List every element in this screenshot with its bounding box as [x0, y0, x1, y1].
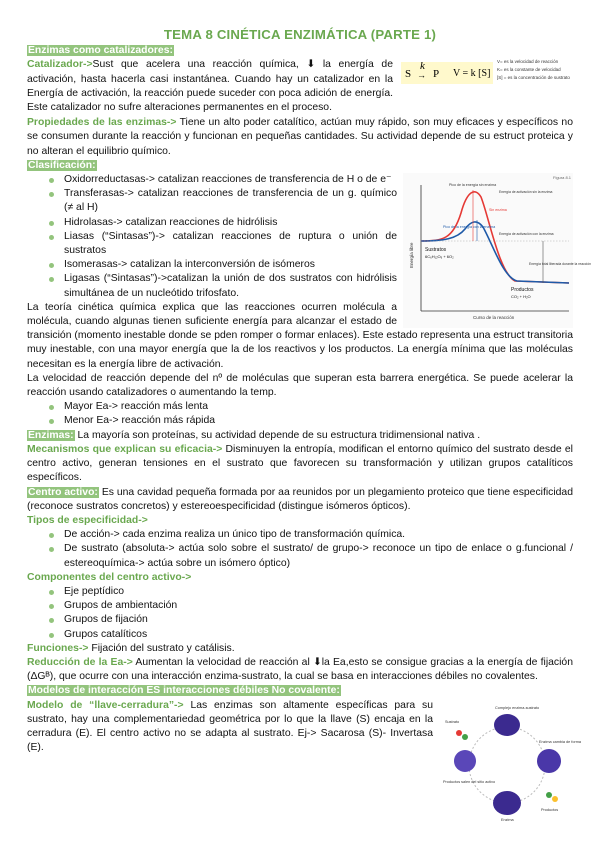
section-heading-modelos: Modelos de interacción ES interacciones débiles No covalente: [28, 685, 340, 697]
chart-x-label: Curso de la reacción [473, 315, 515, 321]
eq-note: V= es la velocidad de reacción [497, 59, 559, 65]
list-item: De acción-> cada enzima realiza un único tipo de transformación química. [27, 528, 573, 542]
product-dot [546, 792, 552, 798]
model-label: Enzima [501, 817, 514, 822]
chart-label-peak-cat: Pico de la energía con la enzima [443, 225, 496, 230]
reduccion-paragraph: Reducción de la Ea-> Aumentan la velocidad de reacción al ⬇la Ea,esto se consigue gracias a la energía de fijación (ΔGᴮ), que ocurre con una interacción enzima-sustrato, la cual se basa en interacciones débiles no covalentes. [27, 656, 573, 683]
chart-label-substrates-formula: 6C₆H₁₂O₆ + 6O₂ [425, 254, 454, 260]
document-page [27, 27, 592, 823]
lock-and-key-figure [441, 703, 581, 823]
model-label: Enzima cambia de forma [539, 739, 581, 744]
eq-product: P [433, 68, 440, 81]
funciones-paragraph: Funciones-> Fijación del sustrato y catálisis. [27, 642, 235, 654]
term-centro-activo: Centro activo: [28, 486, 98, 498]
chart-y-label: Energía libre [409, 242, 414, 269]
clasificacion-list [27, 173, 573, 301]
eq-rate-law: V = k [S] [453, 68, 491, 80]
eq-note: K= es la constante de velocidad [497, 67, 561, 73]
list-item: Transferasas-> catalizan reacciones de transferencia de un g. químico (≠ al H) [27, 187, 573, 215]
chart-label-dg: Energía total liberada durante la reacción [529, 262, 592, 267]
ea-list [27, 400, 573, 428]
list-item: Mayor Ea-> reacción más lenta [27, 400, 573, 414]
list-item: Hidrolasas-> catalizan reacciones de hidrólisis [27, 216, 573, 230]
model-label: Sustrato [445, 719, 460, 724]
document-title: TEMA 8 CINÉTICA ENZIMÁTICA (PARTE 1) [163, 27, 437, 42]
llave-paragraph: Modelo de “llave-cerradura”-> Las enzimas son altamente específicas para su sustrato, hay una complementariedad geométrica por lo que la llave (S) encaja en la cerradura (E). El centro activo no se adapta al sustrato. Ej-> Sacarosa (S)- Invertasa (E). [27, 699, 434, 754]
chart-fig-label: Figura 8.1 [553, 175, 572, 181]
down-arrow-icon: ⬇ [312, 656, 322, 668]
eq-arrow: → [417, 70, 426, 81]
chart-label-products-formula: CO₂ + H₂O [511, 294, 531, 300]
chart-label-ea-cat: Energía de activación con la enzima [499, 232, 554, 237]
list-item: Liasas (“Sintasas”)-> catalizan reacciones de ruptura o unión de sustratos [27, 230, 573, 258]
term-enzimas: Enzimas: [28, 429, 74, 441]
down-arrow-icon: ⬇ [306, 59, 316, 71]
list-item: Ligasas (“Sintasas”)->catalizan la unión de dos sustratos con hidrólisis simultánea de un nucleótido trifosfato. [27, 272, 573, 300]
centro-paragraph: Centro activo: Es una cavidad pequeña formada por aa reunidos por un plegamiento proteico que tiene especificidad (reconoce sustratos concretos) y estereoespecificidad (distingue isómeros ópticos). [27, 486, 573, 512]
mecanismos-paragraph: Mecanismos que explican su eficacia-> Disminuyen la entropía, modifican el entorno químico del sustrato desde el centro activo, generan tensiones en el sustrato que favorecen su transformación y utilizan grupos catalíticos específicos. [27, 443, 573, 484]
heading-componentes: Componentes del centro activo-> [27, 571, 192, 583]
section-heading-catalizadores: Enzimas como catalizadores: [28, 45, 173, 57]
list-item: Grupos de ambientación [27, 599, 573, 613]
eq-note: [S] = es la concentración de sustrato [497, 75, 570, 81]
list-item: De sustrato (absoluta-> actúa solo sobre el sustrato/ de grupo-> reconoce un tipo de enlace o g.funcional / estereoquímica-> actúa sobre un isómero óptico) [27, 542, 573, 570]
list-item: Grupos de fijación [27, 613, 573, 627]
term-catalizador: Catalizador-> [27, 59, 93, 71]
term-llave-cerradura: Modelo de “llave-cerradura”-> [27, 699, 184, 711]
enzyme-substrate-complex-blob [494, 714, 520, 736]
chart-label-sin-enzima: Sin enzima [489, 208, 507, 213]
enzyme-release-blob [454, 750, 476, 772]
substrate-dot [456, 730, 462, 736]
enzimas-paragraph: Enzimas: La mayoría son proteínas, su actividad depende de su estructura tridimensional nativa . [28, 429, 481, 441]
term-reduccion: Reducción de la Ea-> [27, 656, 133, 668]
enzyme-changed-blob [537, 749, 561, 773]
list-item: Eje peptídico [27, 585, 573, 599]
tipos-list [27, 528, 573, 571]
velocidad-paragraph: La velocidad de reacción depende del nº de moléculas que superan esta barrera energética. Se puede acelerar la reacción usando catalizadores o aumentando la temp. [27, 372, 573, 399]
propiedades-paragraph: Propiedades de las enzimas-> Tiene un alto poder catalítico, actúan muy rápido, son muy eficaces y específicos no se consumen durante la reacción y funcionan en pequeñas cantidades. Su actividad depende de su estruct proteica y no alteran el equilibrio químico. [27, 117, 573, 157]
heading-tipos: Tipos de especificidad-> [27, 514, 148, 526]
chart-label-products: Productos [511, 287, 534, 294]
enzyme-blob [493, 791, 521, 815]
model-label: Productos [541, 807, 559, 812]
componentes-list [27, 585, 573, 642]
chart-label-ea-uncat: Energía de activación sin la enzima [499, 190, 553, 195]
list-item: Menor Ea-> reacción más rápida [27, 414, 573, 428]
catalizador-paragraph: Catalizador->Sust que acelera una reacción química, ⬇ la energía de activación, hasta hacerla casi instantánea. Cuando hay un catalizador en la Energía de activación, la reacción puede suceder con poca adición de energía. Este catalizador no sufre alteraciones permanentes en el proceso. [27, 59, 393, 114]
rate-equation-box [401, 62, 493, 84]
product-dot [552, 796, 558, 802]
term-mecanismos: Mecanismos que explican su eficacia-> [27, 443, 223, 455]
term-propiedades: Propiedades de las enzimas-> [27, 117, 177, 129]
chart-label-peak-uncat: Pico de la energía sin enzima [449, 183, 497, 188]
chart-label-substrates: Sustratos [425, 247, 447, 254]
term-funciones: Funciones-> [27, 642, 89, 654]
eq-substrate: S [405, 68, 412, 81]
list-item: Isomerasas-> catalizan la interconversión de isómeros [27, 258, 573, 272]
list-item: Grupos catalíticos [27, 628, 573, 642]
list-item: Oxidorreductasas-> catalizan reacciones de transferencia de H o de e⁻ [27, 173, 573, 187]
rate-equation-figure [401, 58, 573, 88]
model-label: Productos salen del sitio activo [443, 779, 496, 784]
model-label: Complejo enzima-sustrato [495, 705, 540, 710]
eq-rate-constant: k [420, 60, 425, 73]
rate-equation-notes [497, 58, 575, 82]
teoria-paragraph: La teoría cinética química explica que las reacciones ocurren molécula a molécula, cuando algunas tienen suficiente energía para alcanzar el estado de transición (momento inestable donde se pden romper o formar enlaces). Este estado representa una estruct transitoria muy inestable, con una mayor energía que la de los reactivos y los productos. La energía mínima que las moléculas necesitan es la energía libre de activación. [27, 301, 573, 370]
substrate-dot [462, 734, 468, 740]
section-heading-clasificacion: Clasificación: [28, 159, 96, 171]
